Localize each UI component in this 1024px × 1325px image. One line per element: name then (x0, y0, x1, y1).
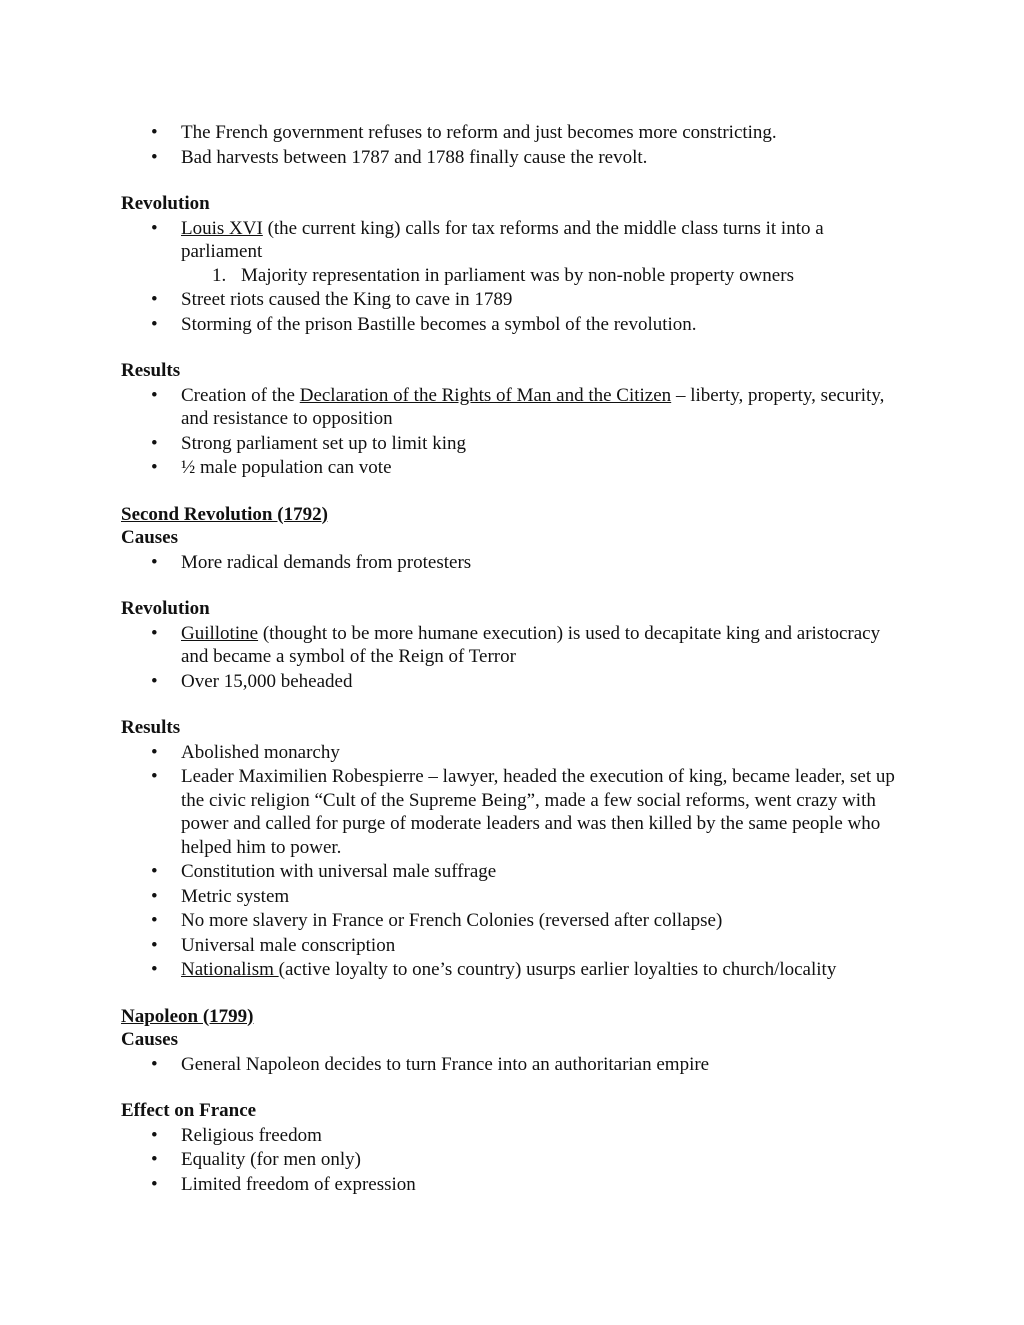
list-item-text: Storming of the prison Bastille becomes a symbol of the revolution. (181, 313, 697, 335)
list-item (121, 1173, 901, 1197)
list-item (121, 456, 901, 480)
list-item-text: (thought to be more humane execution) is used to decapitate king and aristocracy and became a symbol of the Reign of Terror (181, 622, 881, 667)
bullet-icon: • (151, 432, 158, 454)
list-item-text: Religious freedom (181, 1124, 322, 1146)
bullet-icon: • (151, 934, 158, 956)
list-item-text: Strong parliament set up to limit king (181, 432, 466, 454)
bullet-icon: • (151, 457, 158, 478)
document-page (121, 120, 901, 1196)
bullet-icon: • (151, 861, 158, 882)
results-list (121, 384, 901, 480)
intro-list (121, 121, 901, 169)
list-item-text: – liberty, property, security, and resistance to opposition (181, 384, 885, 429)
napoleon-effect-list (121, 1124, 901, 1197)
revolution-list (121, 217, 901, 264)
napoleon-causes-list (121, 1053, 901, 1077)
bullet-icon: • (151, 1173, 158, 1195)
list-item (121, 860, 901, 884)
list-item (121, 217, 901, 264)
list-item (121, 765, 901, 859)
bullet-icon: • (151, 1053, 158, 1075)
list-item-text: ½ male population can vote (181, 457, 392, 478)
bullet-icon: • (151, 146, 158, 168)
section-heading-revolution: Revolution (121, 193, 210, 214)
bullet-icon: • (151, 217, 158, 239)
list-item (121, 934, 901, 958)
sub-item-number: 1. (212, 264, 227, 286)
second-results-list (121, 741, 901, 982)
bullet-icon: • (151, 122, 158, 143)
bullet-icon: • (151, 670, 158, 692)
section-heading-results: Results (121, 717, 181, 738)
term-nationalism: Nationalism (181, 959, 279, 980)
list-item-text: Leader Maximilien Robespierre – lawyer, headed the execution of king, became leader, set up the civic religion “Cult of the Supreme Being”, made a few social reforms, went crazy with power and called for purge of moderate leaders and was then killed by the same people who helped him to power. (181, 766, 895, 858)
list-item (121, 432, 901, 456)
list-item (121, 958, 901, 982)
list-item-text: Limited freedom of expression (181, 1173, 416, 1195)
list-item-text: Universal male conscription (181, 934, 396, 956)
list-item-text: Creation of the (181, 384, 300, 406)
section-heading-causes: Causes (121, 527, 179, 548)
section-heading-effect-on-france: Effect on France (121, 1100, 257, 1121)
bullet-icon: • (151, 384, 158, 406)
list-item (121, 1148, 901, 1172)
list-item-text: Equality (for men only) (181, 1149, 361, 1170)
section-heading-results: Results (121, 360, 181, 381)
list-item-text: Over 15,000 beheaded (181, 670, 353, 692)
bullet-icon: • (151, 959, 158, 980)
list-item-text: Metric system (181, 885, 290, 907)
term-guillotine: Guillotine (181, 622, 259, 644)
list-item-text: Abolished monarchy (181, 741, 340, 763)
bullet-icon: • (151, 766, 158, 787)
list-item-text: Bad harvests between 1787 and 1788 finally cause the revolt. (181, 146, 648, 168)
bullet-icon: • (151, 910, 158, 931)
bullet-icon: • (151, 551, 158, 573)
list-item-text: General Napoleon decides to turn France into an authoritarian empire (181, 1053, 710, 1075)
list-item-text: (active loyalty to one’s country) usurps earlier loyalties to church/locality (278, 959, 837, 980)
bullet-icon: • (151, 1124, 158, 1146)
second-causes-list (121, 551, 901, 575)
term-louis-xvi: Louis XVI (181, 217, 263, 239)
bullet-icon: • (151, 741, 158, 763)
term-declaration: Declaration of the Rights of Man and the Citizen (299, 384, 672, 406)
list-item-text: The French government refuses to reform and just becomes more constricting. (181, 122, 777, 143)
list-item (121, 670, 901, 694)
bullet-icon: • (151, 313, 158, 335)
list-item (121, 909, 901, 933)
section-heading-causes: Causes (121, 1029, 179, 1050)
section-title-napoleon: Napoleon (1799) (121, 1005, 254, 1027)
section-heading-revolution: Revolution (121, 598, 210, 619)
numbered-sub-item (121, 264, 901, 288)
bullet-icon: • (151, 885, 158, 907)
list-item-text: More radical demands from protesters (181, 551, 472, 573)
bullet-icon: • (151, 289, 158, 310)
list-item (121, 384, 901, 431)
list-item (121, 146, 901, 170)
list-item (121, 288, 901, 312)
list-item (121, 1053, 901, 1077)
sub-item-text: Majority representation in parliament was by non-noble property owners (241, 264, 794, 286)
second-revolution-list (121, 622, 901, 694)
list-item (121, 622, 901, 669)
list-item-text: Street riots caused the King to cave in 1789 (181, 289, 513, 310)
list-item (121, 121, 901, 145)
list-item-text: (the current king) calls for tax reforms and the middle class turns it into a parliament (181, 217, 824, 262)
list-item (121, 313, 901, 337)
revolution-list-continued (121, 288, 901, 336)
bullet-icon: • (151, 622, 158, 644)
list-item (121, 741, 901, 765)
list-item (121, 885, 901, 909)
list-item-text: No more slavery in France or French Colonies (reversed after collapse) (181, 910, 723, 931)
list-item-text: Constitution with universal male suffrage (181, 861, 497, 882)
list-item (121, 551, 901, 575)
bullet-icon: • (151, 1149, 158, 1170)
section-title-second-revolution: Second Revolution (1792) (121, 503, 328, 525)
list-item (121, 1124, 901, 1148)
